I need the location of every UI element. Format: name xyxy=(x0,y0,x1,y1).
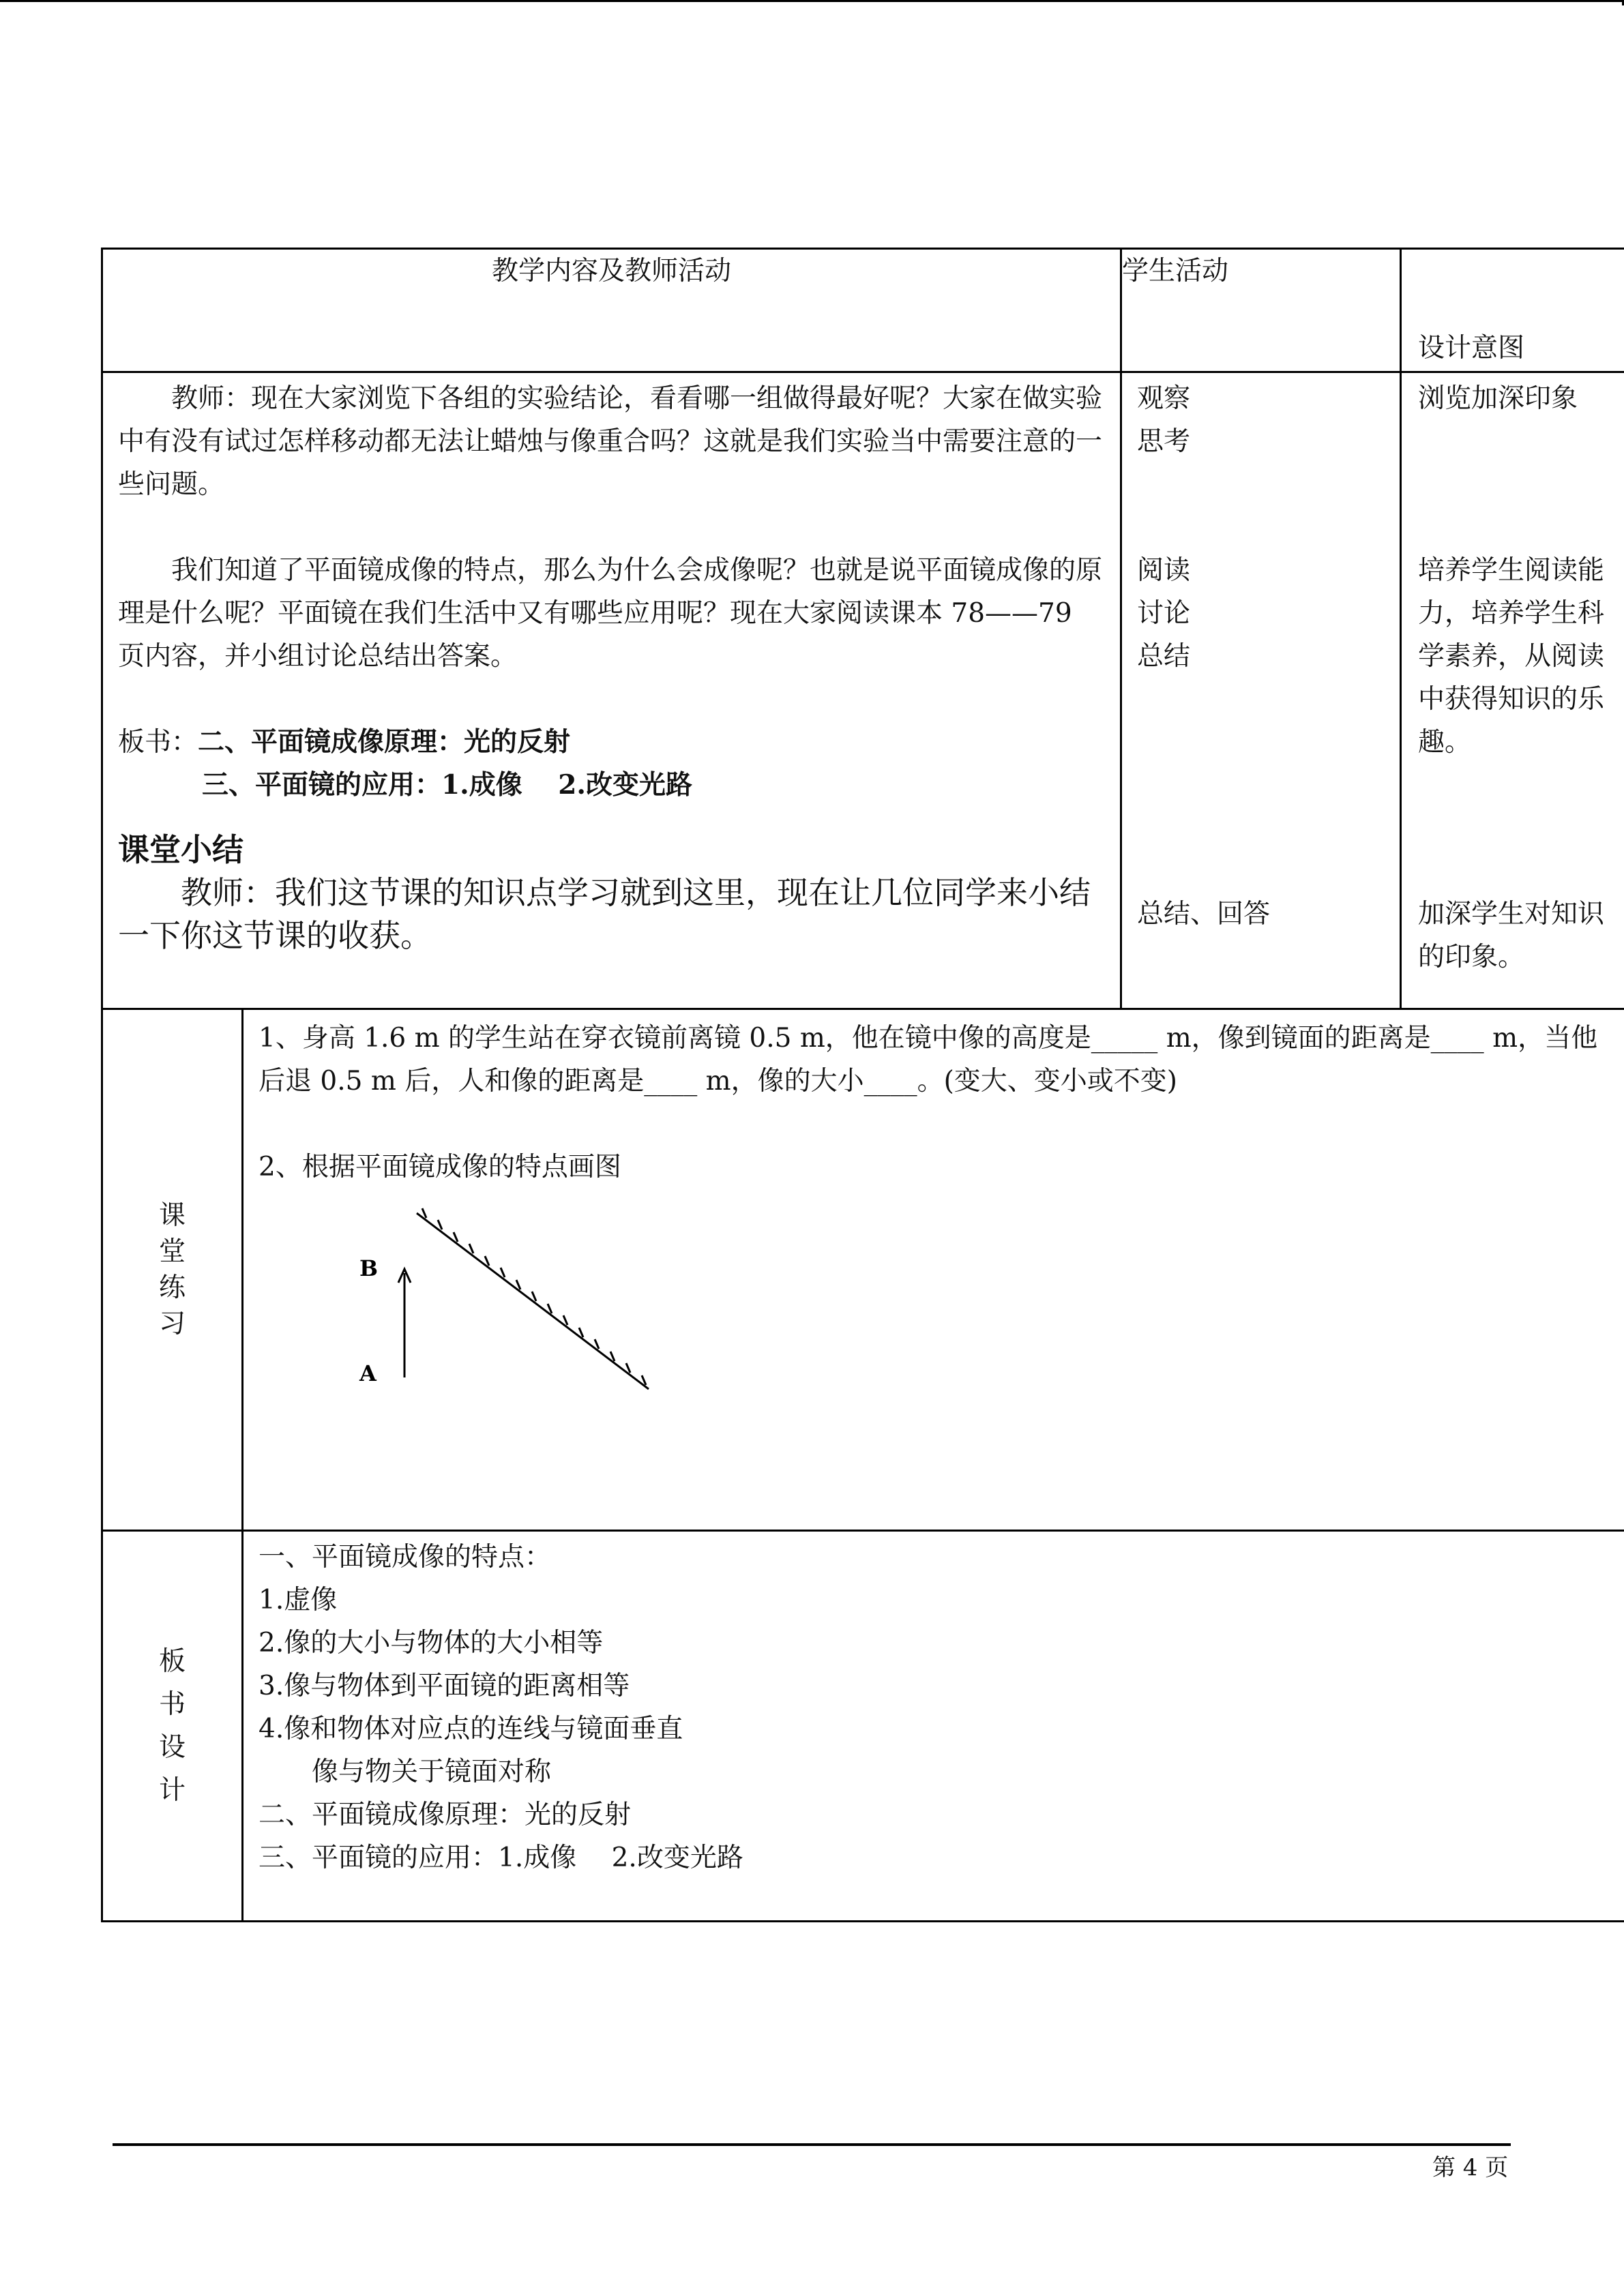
intent-cell xyxy=(1401,372,1624,1009)
intent-a: 浏览加深印象 xyxy=(1418,383,1578,414)
page-number: 第 4 页 xyxy=(1432,2154,1509,2181)
board-line-1 xyxy=(118,721,1105,764)
mirror-diagram xyxy=(259,1189,1610,1461)
student-observe: 观察 xyxy=(1137,383,1191,414)
practice-row xyxy=(102,1009,1624,1531)
teacher-paragraph-1: 教师：现在大家浏览下各组的实验结论，看看哪一组做得最好呢？大家在做实验中有没有试过怎样移动都无法让蜡烛与像重合吗？这就是我们实验当中需要注意的一些问题。 xyxy=(118,383,1103,500)
board-design-line: 3.像与物体到平面镜的距离相等 xyxy=(259,1671,630,1701)
board-design-content xyxy=(243,1531,1624,1922)
spacer xyxy=(118,678,1105,721)
board-design-line: 1.虚像 xyxy=(259,1585,338,1615)
student-think: 思考 xyxy=(1137,426,1191,457)
spacer xyxy=(1137,463,1385,549)
header-row xyxy=(102,249,1624,372)
practice-question-2: 2、根据平面镜成像的特点画图 xyxy=(259,1152,621,1182)
board-design-label xyxy=(102,1531,243,1922)
board-line-2: 三、平面镜的应用：1.成像 2.改变光路 xyxy=(202,769,693,801)
board-label-char: 板 xyxy=(158,1646,186,1677)
board-design-line: 二、平面镜成像原理：光的反射 xyxy=(259,1800,632,1830)
practice-label-char: 课 xyxy=(158,1200,186,1231)
student-discuss: 讨论 xyxy=(1137,598,1191,629)
spacer xyxy=(1418,764,1610,893)
student-answer: 总结、回答 xyxy=(1137,899,1271,929)
spacer xyxy=(259,1103,1610,1146)
board-text-1: 二、平面镜成像原理：光的反射 xyxy=(198,726,571,758)
practice-label-char: 练 xyxy=(158,1272,186,1303)
board-design-line: 4.像和物体对应点的连线与镜面垂直 xyxy=(259,1714,683,1744)
practice-content xyxy=(243,1009,1624,1531)
teacher-activity-cell xyxy=(102,372,1121,1009)
intent-c: 加深学生对知识的印象。 xyxy=(1418,899,1605,972)
footer-rule xyxy=(113,2143,1511,2146)
board-design-row xyxy=(102,1531,1624,1922)
header-student: 学生活动 xyxy=(1121,249,1401,372)
header-teacher: 教学内容及教师活动 xyxy=(102,249,1121,372)
board-design-line: 三、平面镜的应用：1.成像 2.改变光路 xyxy=(259,1843,743,1873)
summary-title: 课堂小结 xyxy=(118,831,243,868)
spacer xyxy=(118,506,1105,549)
board-design-line: 2.像的大小与物体的大小相等 xyxy=(259,1628,604,1658)
point-b-label: B xyxy=(359,1255,379,1281)
student-activity-cell xyxy=(1121,372,1401,1009)
intent-b: 培养学生阅读能力，培养学生科学素养，从阅读中获得知识的乐趣。 xyxy=(1418,555,1605,758)
lesson-table xyxy=(101,248,1624,1922)
board-label-char: 设 xyxy=(158,1732,186,1763)
top-border xyxy=(0,0,1624,2)
student-read: 阅读 xyxy=(1137,555,1191,586)
mirror-line xyxy=(417,1213,649,1389)
practice-label-char: 习 xyxy=(158,1309,186,1339)
practice-question-1: 1、身高 1.6 m 的学生站在穿衣镜前离镜 0.5 m，他在镜中像的高度是_____ m，像到镜面的距离是____ m，当他后退 0.5 m 后，人和像的距离是____ m，像的大小____。(变大、变小或不变) xyxy=(259,1023,1598,1097)
board-prefix: 板书： xyxy=(118,727,198,758)
spacer xyxy=(1137,678,1385,893)
header-intent xyxy=(1401,249,1624,372)
board-label-char: 书 xyxy=(158,1689,186,1720)
mirror-hatching xyxy=(422,1208,646,1385)
student-summarize: 总结 xyxy=(1137,641,1191,672)
teacher-paragraph-2: 我们知道了平面镜成像的特点，那么为什么会成像呢？也就是说平面镜成像的原理是什么呢？平面镜在我们生活中又有哪些应用呢？现在大家阅读课本 78——79 页内容，并小组讨论总结出答案。 xyxy=(118,555,1103,672)
practice-label-char: 堂 xyxy=(158,1236,186,1267)
practice-label xyxy=(102,1009,243,1531)
board-design-line: 像与物关于镜面对称 xyxy=(259,1757,552,1787)
header-intent-label: 设计意图 xyxy=(1418,333,1525,363)
content-row xyxy=(102,372,1624,1009)
board-label-char: 计 xyxy=(158,1775,186,1806)
summary-text: 教师：我们这节课的知识点学习就到这里，现在让几位同学来小结一下你这节课的收获。 xyxy=(118,874,1091,954)
mirror-diagram-svg xyxy=(259,1189,736,1461)
spacer xyxy=(1418,420,1610,549)
point-a-label: A xyxy=(359,1360,377,1386)
board-design-line: 一、平面镜成像的特点： xyxy=(259,1542,552,1572)
